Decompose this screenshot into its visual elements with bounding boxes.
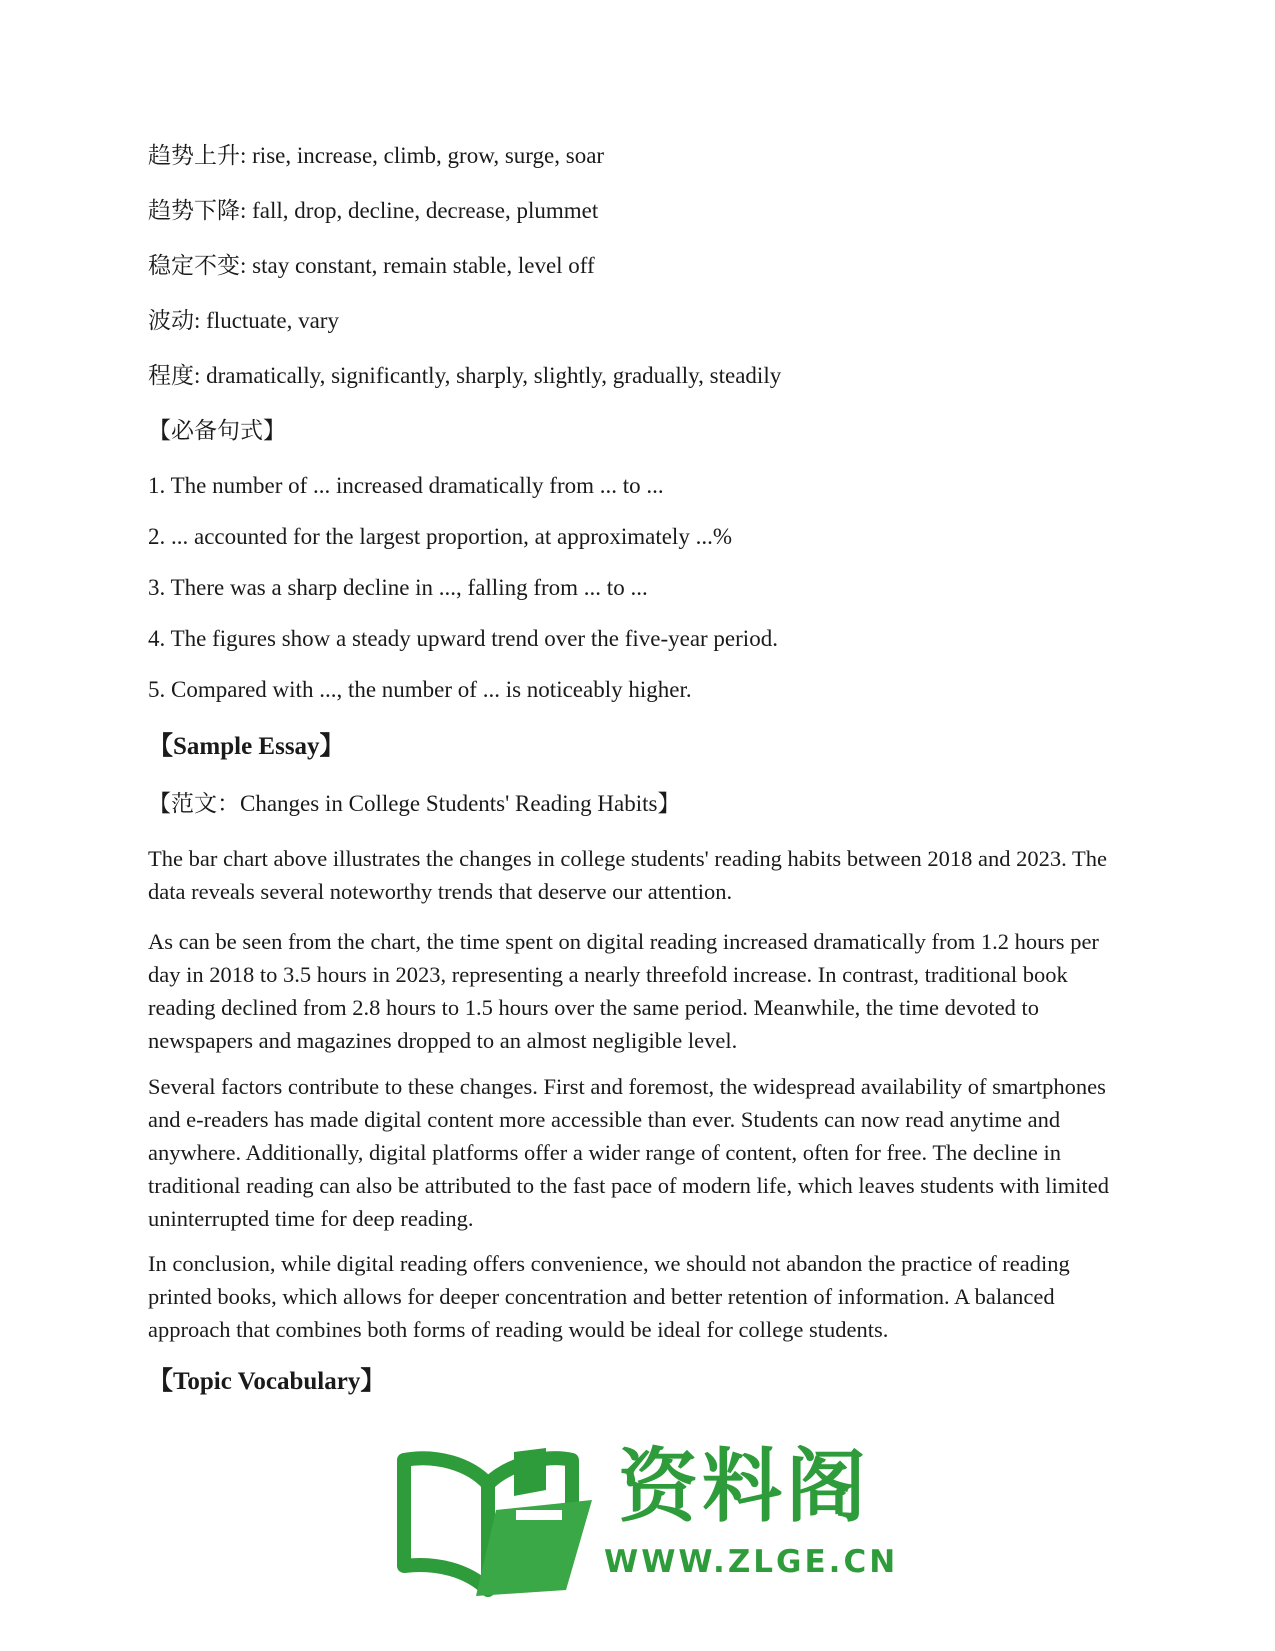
vocab-line-fall: 趋势下降: fall, drop, decline, decrease, plummet [148,198,599,223]
vocab-line-stable: 稳定不变: stay constant, remain stable, level off [148,253,595,278]
pattern-5: 5. Compared with ..., the number of ... is noticeably higher. [148,677,692,702]
pattern-4: 4. The figures show a steady upward trend over the five-year period. [148,626,778,651]
pattern-2: 2. ... accounted for the largest proportion, at approximately ...% [148,524,732,549]
book-icon [396,1440,596,1600]
vocab-line-rise: 趋势上升: rise, increase, climb, grow, surge, soar [148,143,605,168]
essay-paragraph-4: In conclusion, while digital reading offers convenience, we should not abandon the practice of reading printed books, which allows for deeper concentration and better retention of information. A balanced approach that combines both forms of reading would be ideal for college students. [148,1251,1070,1342]
essay-title: 【范文：Changes in College Students' Reading Habits】 [148,791,681,816]
essay-paragraph-1: The bar chart above illustrates the changes in college students' reading habits between 2018 and 2023. The data reveals several noteworthy trends that deserve our attention. [148,846,1107,904]
patterns-heading: 【必备句式】 [148,418,286,443]
topic-vocabulary-heading: 【Topic Vocabulary】 [148,1368,386,1395]
watermark-cn-text: 资料阁 [618,1440,870,1533]
vocab-line-fluctuate: 波动: fluctuate, vary [148,308,339,333]
pattern-1: 1. The number of ... increased dramatically from ... to ... [148,473,664,498]
essay-paragraph-3: Several factors contribute to these changes. First and foremost, the widespread availability of smartphones and e-readers has made digital content more accessible than ever. Students can now read anytime and anywhere. Additionally, digital platforms offer a wider range of content, often for free. The decline in traditional reading can also be attributed to the fast pace of modern life, which leaves students with limited uninterrupted time for deep reading. [148,1074,1109,1231]
watermark-logo [396,1440,899,1600]
essay-paragraph-2: As can be seen from the chart, the time spent on digital reading increased dramatically from 1.2 hours per day in 2018 to 3.5 hours in 2023, representing a nearly threefold increase. In contrast, traditional book reading declined from 2.8 hours to 1.5 hours over the same period. Meanwhile, the time devoted to newspapers and magazines dropped to an almost negligible level. [148,929,1099,1053]
sample-essay-heading: 【Sample Essay】 [148,733,345,760]
vocab-line-degree: 程度: dramatically, significantly, sharply, slightly, gradually, steadily [148,363,782,388]
pattern-3: 3. There was a sharp decline in ..., falling from ... to ... [148,575,648,600]
watermark-url-text: WWW.ZLGE.CN [604,1544,899,1580]
